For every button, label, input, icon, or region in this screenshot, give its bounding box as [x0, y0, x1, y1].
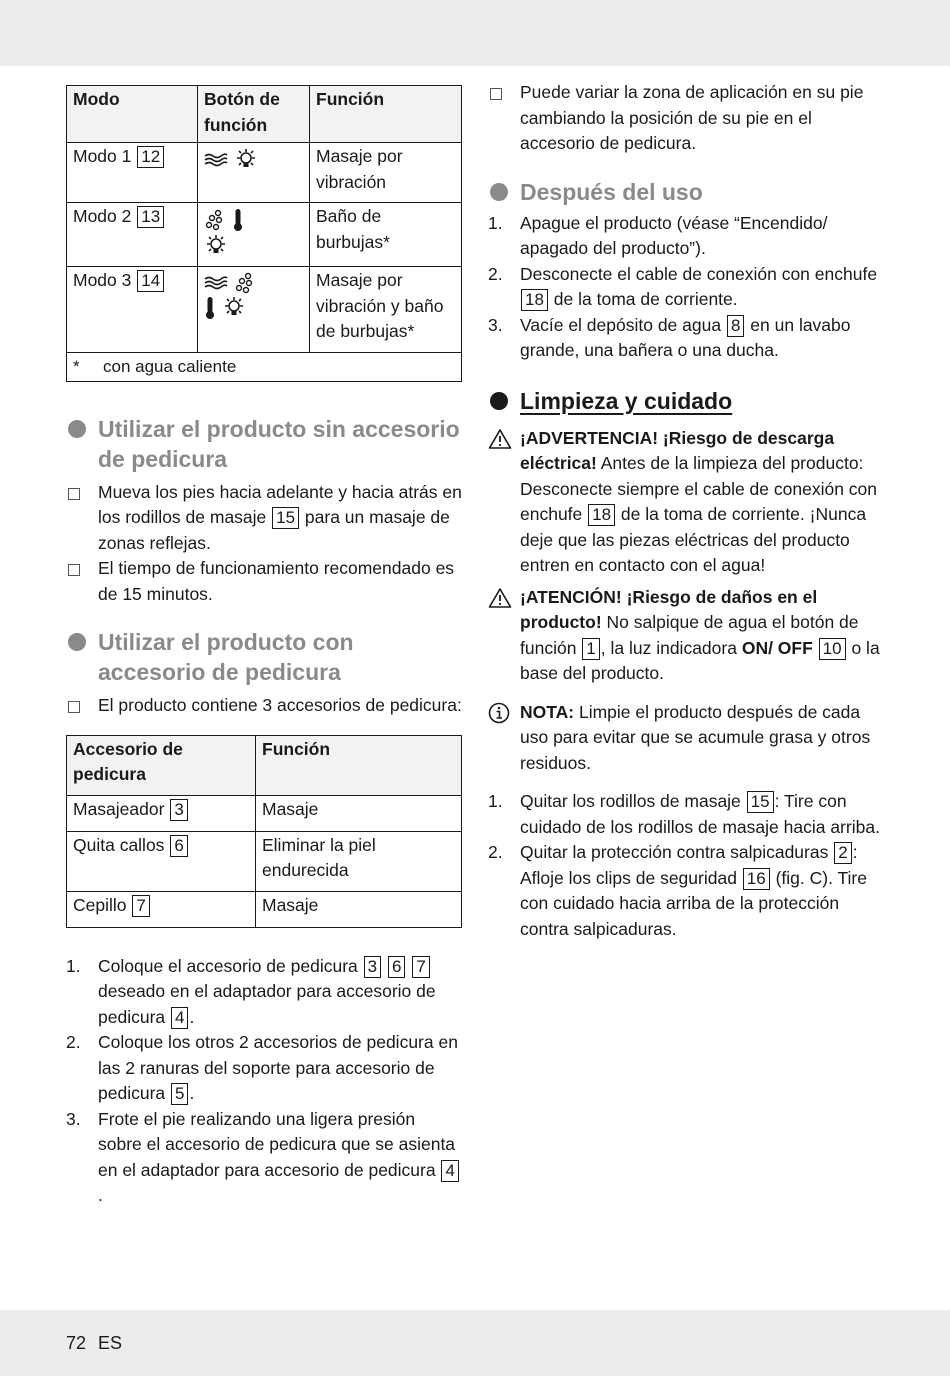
steps-list: [66, 954, 462, 1209]
icon-cell: [198, 203, 310, 267]
step-number: 3.: [66, 1108, 81, 1129]
ref-number: 6: [170, 835, 187, 857]
vibration-icon: [204, 152, 228, 168]
section-title-with: [66, 627, 462, 687]
note-block: [488, 700, 884, 777]
page-footer: [66, 1331, 134, 1357]
left-column: [66, 85, 462, 1209]
ref-number: 15: [747, 791, 774, 813]
checkbox-bullet-icon: [68, 701, 80, 713]
warning-heading: ¡ADVERTENCIA! ¡Riesgo de descarga eléctrica!: [520, 427, 835, 473]
list-item: [488, 80, 884, 157]
step-number: 2.: [488, 263, 503, 284]
accessory-table-header: [67, 735, 462, 795]
table-row: [67, 831, 462, 891]
warning-triangle-icon: [488, 428, 512, 450]
ref-number: 1: [582, 638, 599, 660]
accessory-cell: [67, 831, 256, 891]
bubbles-icon: [234, 272, 256, 294]
function-cell: Eliminar la piel endurecida: [256, 831, 462, 891]
text: Coloque el accesorio de pedicura: [98, 955, 363, 976]
icon-cell: [198, 143, 310, 203]
ref-number: 4: [441, 1160, 458, 1182]
list-item: [488, 789, 884, 840]
text: Quitar la protección contra salpicaduras: [520, 842, 834, 862]
bullet-list: [66, 480, 462, 608]
ref-number: 10: [819, 638, 846, 660]
header-button: Botón de función: [198, 86, 310, 143]
list-item: [488, 313, 884, 364]
ref-number: 13: [137, 206, 164, 228]
ref-number: 7: [412, 956, 429, 978]
text: Quitar los rodillos de masaje: [520, 791, 746, 811]
text: Apague el producto (véase “Encendido/ apagado del producto”).: [520, 212, 828, 258]
list-item: [488, 211, 884, 262]
light-icon: [234, 148, 258, 172]
section-title-without: [66, 414, 462, 474]
step-number: 2.: [66, 1032, 81, 1052]
function-cell: Masaje por vibración y baño de burbujas*: [310, 267, 462, 353]
info-icon: [488, 702, 510, 724]
text: Puede variar la zona de aplicación en su pie cambiando la posición de su pie en el accesorio de pedicura.: [520, 82, 864, 153]
text: Coloque los otros 2 accesorios de pedicura en las 2 ranuras del soporte para accesorio de pedicura: [98, 1032, 458, 1103]
section-title-after: [488, 177, 884, 207]
language-code: ES: [98, 1333, 123, 1353]
ref-number: 6: [388, 956, 405, 978]
page-number: 72: [66, 1333, 87, 1353]
ref-number: 7: [132, 895, 149, 917]
mode-label: Modo 3: [73, 270, 132, 290]
header-mode: Modo: [67, 86, 198, 143]
function-cell: Masaje: [256, 891, 462, 927]
mode-cell: [67, 203, 198, 267]
text: Mueva los pies hacia adelante y hacia atrás en los rodillos de masaje: [98, 481, 462, 527]
text: Antes de la limpieza del producto: Desconecte siempre el cable de conexión con enchufe: [520, 453, 878, 524]
list-item: 1. Coloque el accesorio de pedicura 3 6 7 deseado en el adaptador para accesorio de pedicura 4 .: [66, 955, 436, 1027]
mode-table: [66, 85, 462, 382]
bullet-list: [488, 80, 884, 157]
text: : Tire con cuidado de los rodillos de masaje hacia arriba.: [520, 791, 880, 837]
list-item: [66, 556, 462, 607]
ref-number: 8: [727, 315, 744, 337]
bubbles-icon: [204, 209, 226, 231]
step-number: 1.: [488, 212, 503, 233]
table-row: [67, 143, 462, 203]
steps-list: [488, 211, 884, 364]
section-bullet-icon: [68, 420, 86, 438]
text: No salpique de agua el botón de función: [520, 612, 859, 658]
caution-block: [488, 585, 884, 687]
section-title-text: Utilizar el producto sin accesorio de pedicura: [98, 415, 460, 472]
text: Desconecte el cable de conexión con enchufe: [520, 263, 878, 284]
step-number: 1.: [488, 791, 503, 811]
caution-heading: ¡ATENCIÓN! ¡Riesgo de daños en el producto!: [520, 586, 818, 632]
step-number: 1.: [66, 955, 81, 976]
text: en un lavabo grande, una bañera o una ducha.: [520, 314, 851, 360]
text: para un masaje de zonas reflejas.: [98, 507, 450, 553]
text: Vacíe el depósito de agua: [520, 314, 726, 335]
warning-block: [488, 426, 884, 579]
section-title-clean: [488, 386, 884, 416]
table-row: [67, 267, 462, 353]
text: El producto contiene 3 accesorios de pedicura:: [98, 695, 462, 715]
ref-number: 2: [834, 842, 851, 864]
text: Frote el pie realizando una ligera presión sobre el accesorio de pedicura que se asienta en el adaptador para accesorio de pedicura: [98, 1108, 456, 1180]
accessory-table: [66, 735, 462, 928]
function-cell: Baño de burbujas*: [310, 203, 462, 267]
section-bullet-icon: [68, 633, 86, 651]
text: o la base del producto.: [520, 637, 880, 683]
ref-number: 14: [137, 270, 164, 292]
header-function: Función: [310, 86, 462, 143]
list-item: 3. Frote el pie realizando una ligera presión sobre el accesorio de pedicura que se asienta en el adaptador para accesorio de pedicura 4.: [66, 1107, 462, 1209]
step-number: 3.: [488, 314, 503, 335]
warning-triangle-icon: [488, 587, 512, 609]
note-star: *: [73, 357, 80, 376]
accessory-cell: [67, 891, 256, 927]
text: (fig. C). Tire con cuidado hacia arriba de la protección contra salpicaduras.: [520, 867, 867, 939]
section-bullet-icon: [490, 183, 508, 201]
accessory-name: Quita callos: [73, 834, 165, 855]
section-bullet-icon: [490, 392, 508, 410]
function-cell: Masaje por vibración: [310, 143, 462, 203]
ref-number: 16: [743, 868, 770, 890]
table-row: [67, 203, 462, 267]
text: de la toma de corriente.: [548, 289, 738, 309]
section-title-text: Después del uso: [520, 178, 703, 205]
mode-cell: [67, 267, 198, 353]
list-item: 2. Coloque los otros 2 accesorios de pedicura en las 2 ranuras del soporte para accesorio de pedicura 5 .: [66, 1032, 458, 1103]
header-function: Función: [256, 735, 462, 795]
text: : Afloje los clips de seguridad: [520, 842, 858, 888]
right-column: [488, 80, 884, 942]
accessory-cell: [67, 795, 256, 831]
text: de la toma de corriente. ¡Nunca deje que las piezas eléctricas del producto entren en contacto con el agua!: [520, 504, 867, 575]
ref-number: 4: [171, 1007, 188, 1029]
ref-number: 15: [272, 507, 299, 529]
ref-number: 18: [588, 504, 615, 526]
list-item: [488, 840, 884, 942]
section-title-text: Limpieza y cuidado: [520, 387, 733, 414]
checkbox-bullet-icon: [68, 488, 80, 500]
heat-icon: [232, 208, 244, 232]
note-heading: NOTA:: [520, 701, 575, 722]
steps-list: [488, 789, 884, 942]
table-note-row: [67, 353, 462, 382]
heat-icon: [204, 296, 216, 320]
mode-table-header: [67, 86, 462, 143]
light-icon: [222, 296, 246, 320]
accessory-name: Cepillo: [73, 894, 127, 915]
header-accessory: Accesorio de pedicura: [67, 735, 256, 795]
bottom-band: [0, 1310, 950, 1376]
ref-number: 3: [364, 956, 381, 978]
bullet-list: [66, 693, 462, 719]
text: , la luz indicadora: [600, 637, 742, 658]
list-item: [66, 480, 462, 557]
text: deseado en el adaptador para accesorio de pedicura: [98, 981, 436, 1027]
list-item: [488, 262, 884, 313]
mode-label: Modo 2: [73, 206, 132, 226]
ref-number: 3: [170, 799, 187, 821]
checkbox-bullet-icon: [490, 88, 502, 100]
light-icon: [204, 234, 228, 258]
ref-number: 18: [521, 289, 548, 311]
table-row: [67, 891, 462, 927]
ref-number: 12: [137, 146, 164, 168]
icon-cell: [198, 267, 310, 353]
section-title-text: Utilizar el producto con accesorio de pedicura: [98, 629, 354, 685]
mode-cell: [67, 143, 198, 203]
table-note: [67, 353, 462, 382]
checkbox-bullet-icon: [68, 564, 80, 576]
text: Limpie el producto después de cada uso para evitar que se acumule grasa y otros residuos.: [520, 701, 871, 773]
list-item: [66, 693, 462, 719]
text: El tiempo de funcionamiento recomendado es de 15 minutos.: [98, 558, 455, 604]
table-row: [67, 795, 462, 831]
mode-label: Modo 1: [73, 146, 132, 166]
accessory-name: Masajeador: [73, 798, 165, 819]
ref-number: 5: [171, 1083, 188, 1105]
on-off-label: ON/ OFF: [741, 637, 813, 658]
top-band: [0, 0, 950, 66]
step-number: 2.: [488, 842, 503, 862]
note-text: con agua caliente: [103, 357, 237, 376]
function-cell: Masaje: [256, 795, 462, 831]
vibration-icon: [204, 275, 228, 291]
